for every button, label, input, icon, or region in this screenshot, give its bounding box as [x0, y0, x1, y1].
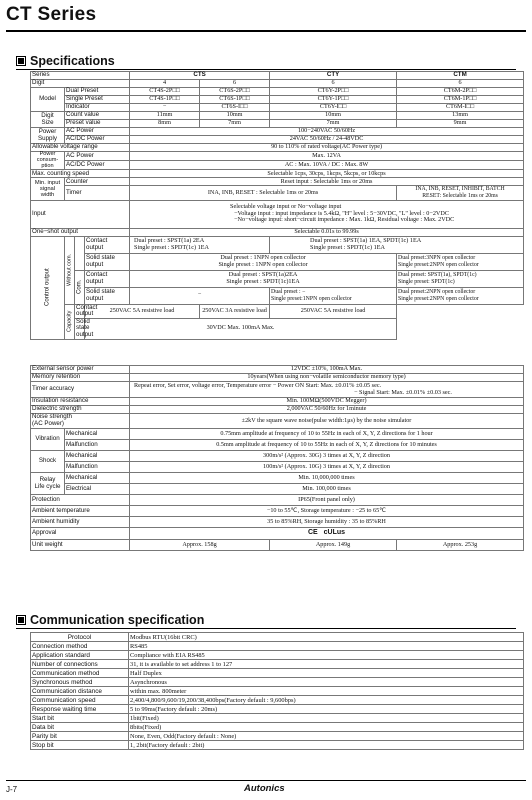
table-row — [31, 732, 524, 741]
ambient-temperature-label: Ambient temperature — [31, 506, 130, 517]
comm-value: 1bit(Fixed) — [129, 714, 524, 723]
cell-line2: Single preset : SPDT(1c)1EA — [226, 277, 300, 285]
comm-label: Communication distance — [31, 687, 129, 696]
contact-output-label-line2: output — [76, 310, 94, 318]
table-row — [31, 236, 524, 253]
table-row — [31, 714, 524, 723]
timer-ctm-line2: RESET: Selectable 1ms or 20ms — [422, 192, 498, 199]
power-supply-label-line1: Power — [38, 127, 57, 135]
table-row — [31, 473, 524, 484]
cell — [130, 200, 524, 228]
communication-rule — [16, 628, 516, 629]
model-label: Model — [31, 88, 65, 112]
comm-value: Modbus RTU(16bit CRC) — [129, 633, 524, 642]
cell: 100m/s² (Approx. 10G) 3 times at X, Y, Z direction — [130, 462, 524, 473]
title-divider — [6, 30, 526, 32]
table-row — [31, 723, 524, 732]
cell: 250VAC 5A resistive load — [270, 304, 397, 318]
comm-label: Communication method — [31, 669, 129, 678]
cell: 7mm — [200, 120, 270, 128]
power-supply-label-line2: Supply — [38, 134, 57, 142]
cell — [397, 270, 524, 287]
approval-label: Approval — [31, 528, 130, 540]
acdc-power-label: AC/DC Power — [65, 136, 130, 144]
cell — [130, 253, 397, 270]
cell-line2: Single preset: SPDT(1c) — [398, 278, 455, 285]
cell: CT6M-I□□ — [397, 104, 524, 112]
square-bullet-icon — [16, 56, 26, 66]
cell: Approx. 149g — [270, 540, 397, 551]
table-row — [31, 414, 524, 429]
timer-label: Timer — [65, 186, 130, 200]
contact-output-label — [75, 303, 98, 318]
specifications-heading-text: Specifications — [30, 54, 115, 68]
comm-value: within max. 800meter — [129, 687, 524, 696]
shock-label: Shock — [31, 451, 65, 473]
table-row — [31, 152, 524, 161]
comm-label: Communication speed — [31, 696, 129, 705]
cell: −10 to 55℃, Storage temperature : −25 to 65℃ — [130, 506, 524, 517]
table-row — [31, 304, 524, 318]
comm-value: 1, 2bit(Factory default : 2bit) — [129, 741, 524, 750]
ce-mark-icon: CE — [307, 529, 318, 537]
comm-value: 31, it is available to set address 1 to 127 — [129, 660, 524, 669]
solid-state-label-line1: Solid state — [86, 253, 115, 261]
table-row — [31, 660, 524, 669]
cell: 13mm — [397, 112, 524, 120]
digit-size-label-line1: Digit — [41, 111, 54, 119]
cell: CT6S-1P□□ — [200, 96, 270, 104]
cell-line1: Dual preset : SPST(1a) 2EA — [134, 236, 205, 244]
comm-label: Synchronous method — [31, 678, 129, 687]
ctm-header: CTM — [397, 72, 524, 80]
single-preset-label: Single Preset — [65, 96, 130, 104]
contact-output-label-line1: Contact — [86, 236, 108, 244]
ambient-humidity-label: Ambient humidity — [31, 517, 130, 528]
cell: AC : Max. 10VA / DC : Max. 8W — [130, 161, 524, 170]
spacer — [75, 236, 85, 270]
power-consumption-label-line1: Power — [39, 151, 56, 157]
table-row — [31, 687, 524, 696]
specifications-table — [30, 71, 524, 340]
cell-line1: Dual preset : − — [271, 288, 306, 295]
cell: − — [130, 287, 270, 304]
solid-state-label-line2: output — [76, 330, 94, 338]
table-row — [31, 429, 524, 440]
external-sensor-label: External sensor power — [31, 366, 130, 374]
cell: 6 — [270, 80, 397, 88]
cell: 7mm — [270, 120, 397, 128]
cell: 100−240VAC 50/60Hz — [130, 128, 524, 136]
cell: 30VDC Max. 100mA Max. — [85, 318, 397, 339]
specifications-table-continued — [30, 365, 524, 551]
cell — [270, 287, 397, 304]
communication-heading — [16, 613, 204, 627]
cell: Approx. 253g — [397, 540, 524, 551]
timer-accuracy-label: Timer accuracy — [31, 382, 130, 398]
table-row — [31, 374, 524, 382]
cell: 300m/s² (Approx. 30G) 3 times at X, Y, Z direction — [130, 451, 524, 462]
comm-value: Asynchronous — [129, 678, 524, 687]
digit-label: Digit — [31, 80, 130, 88]
comm-value: RS485 — [129, 642, 524, 651]
cell-line2: Single preset : SPDT(1c) 1EA — [310, 243, 385, 251]
cell: − — [130, 104, 200, 112]
table-row — [31, 72, 524, 80]
comm-label: Application standard — [31, 651, 129, 660]
min-input-label-line2: signal — [39, 185, 56, 192]
indicator-label: Indicator — [65, 104, 130, 112]
mechanical-label: Mechanical — [65, 473, 130, 484]
table-row — [31, 253, 524, 270]
cell: CT4S-2P□□ — [130, 88, 200, 96]
power-consumption-label-line3: ption — [41, 162, 54, 169]
cell-line2: Single preset:1NPN open collector — [271, 295, 352, 302]
acdc-power-label: AC/DC Power — [65, 161, 130, 170]
table-row — [31, 495, 524, 506]
count-value-label: Count value — [65, 112, 130, 120]
cell: ±2kV the square wave noise(pulse width:1μs) by the noise simulator — [130, 414, 524, 429]
cell: 4 — [130, 80, 200, 88]
allowable-voltage-label: Allowable voltage range — [31, 144, 130, 152]
cell: Min. 100,000 times — [130, 484, 524, 495]
cell: CT6Y-1P□□ — [270, 96, 397, 104]
capacity-label: Capacity — [65, 304, 75, 339]
table-row — [31, 741, 524, 750]
solid-state-label-line1: Solid state — [76, 317, 90, 332]
electrical-label: Electrical — [65, 484, 130, 495]
table-row — [31, 144, 524, 152]
comm-label: Data bit — [31, 723, 129, 732]
cell — [130, 270, 397, 287]
comm-label: Parity bit — [31, 732, 129, 741]
comm-label: Start bit — [31, 714, 129, 723]
table-row — [31, 170, 524, 178]
cul-us-mark-icon: cULus — [323, 529, 346, 537]
contact-output-label-line2: output — [86, 277, 104, 285]
min-input-label-line3: width — [40, 191, 55, 198]
power-consumption-label-line2: consum- — [36, 156, 59, 163]
comm-label: Response waiting time — [31, 705, 129, 714]
cell: 6 — [200, 80, 270, 88]
cell: Max. 12VA — [130, 152, 524, 161]
vibration-label: Vibration — [31, 429, 65, 451]
table-row — [31, 651, 524, 660]
comm-label: Number of connections — [31, 660, 129, 669]
cell: 90 to 110% of rated voltage(AC Power type) — [130, 144, 524, 152]
approval-marks — [130, 528, 524, 540]
table-row — [31, 287, 524, 304]
table-row — [31, 528, 524, 540]
cell-line1: Dual preset : SPST(1a)2EA — [228, 270, 298, 278]
solid-state-output-label — [85, 287, 130, 304]
table-row — [31, 382, 524, 398]
cell-line2: Single preset:2NPN open collector — [398, 295, 479, 302]
dielectric-strength-label: Dielectric strength — [31, 406, 130, 414]
solid-state-label-line2: output — [86, 260, 104, 268]
one-shot-label: One−shot output — [31, 228, 130, 236]
cell: Min. 100MΩ(500VDC Megger) — [130, 398, 524, 406]
cell: 0.75mm amplitude at frequency of 10 to 55Hz in each of X, Y, Z directions for 1 hour — [130, 429, 524, 440]
cell: 10mm — [200, 112, 270, 120]
table-row — [31, 517, 524, 528]
contact-output-label — [85, 236, 130, 253]
table-row — [31, 451, 524, 462]
relay-label-line2: Life cycle — [34, 482, 61, 490]
brand-logo: Autonics — [244, 783, 285, 794]
square-bullet-icon — [16, 615, 26, 625]
comm-value: Compliance with EIA RS485 — [129, 651, 524, 660]
cell-line1: Dual preset : SPST(1a) 1EA, SPDT(1c) 1EA — [310, 236, 422, 244]
table-row — [31, 540, 524, 551]
digit-size-label-line2: Size — [41, 118, 54, 126]
solid-state-output-label — [85, 253, 130, 270]
max-counting-speed-label: Max. counting speed — [31, 170, 130, 178]
cts-header: CTS — [130, 72, 270, 80]
table-row — [31, 678, 524, 687]
without-com-label: Without com. — [65, 236, 75, 304]
comm-value: 2,400/4,800/9,600/19,200/38,400bps(Factory default : 9,600bps) — [129, 696, 524, 705]
cell: CT6Y-I□□ — [270, 104, 397, 112]
cell — [270, 236, 524, 253]
relay-label-line1: Relay — [39, 475, 56, 483]
page-number: J-7 — [6, 785, 18, 794]
series-label: Series — [31, 72, 130, 80]
cell: CT6S-I□□ — [200, 104, 270, 112]
table-row — [31, 484, 524, 495]
cell: 8mm — [130, 120, 200, 128]
contact-output-label — [85, 270, 130, 287]
ac-power-label: AC Power — [65, 128, 130, 136]
relay-life-cycle-label — [31, 473, 65, 495]
cell — [130, 382, 524, 398]
cell-line2: Single preset : SPDT(1c) 1EA — [134, 243, 209, 251]
table-row — [31, 440, 524, 451]
comm-value: 5 to 99ms(Factory default : 20ms) — [129, 705, 524, 714]
table-row — [31, 228, 524, 236]
table-row — [31, 200, 524, 228]
input-line2: −Voltage input : input impedance is 5.4kΩ, "H" level : 5−30VDC, "L" level : 0−2VDC — [234, 209, 449, 217]
cty-header: CTY — [270, 72, 397, 80]
ac-power-label: AC Power — [65, 152, 130, 161]
preset-value-label: Preset value — [65, 120, 130, 128]
cell: 35 to 85%RH, Storage humidity : 35 to 85%RH — [130, 517, 524, 528]
comm-value: Half Duplex — [129, 669, 524, 678]
table-row — [31, 186, 524, 200]
table-row — [31, 696, 524, 705]
timer-accuracy-line1: Repeat error, Set error, voltage error, Temperature error − Power ON Start: Max. ±0.01% ±0.05 sec. — [134, 381, 382, 389]
cell — [397, 186, 524, 200]
malfunction-label: Malfunction — [65, 462, 130, 473]
contact-output-label-line1: Contact — [76, 303, 98, 311]
cell: 2,000VAC 50/60Hz for 1minute — [130, 406, 524, 414]
control-output-label: Control output — [31, 236, 65, 339]
cell-line1: Dual preset: SPST(1a), SPDT(1c) — [398, 271, 477, 278]
table-row — [31, 669, 524, 678]
input-line1: Selectable voltage input or No−voltage input — [230, 203, 342, 211]
cell: 24VAC 50/60Hz / 24-48VDC — [130, 136, 524, 144]
power-consumption-label — [31, 152, 65, 170]
cell: IP65(Front panel only) — [130, 495, 524, 506]
cell: Reset input : Selectable 1ms or 20ms — [130, 178, 524, 186]
counter-label: Counter — [65, 178, 130, 186]
cell: INA, INB, RESET : Selectable 1ms or 20ms — [130, 186, 397, 200]
table-row — [31, 161, 524, 170]
table-row — [31, 120, 524, 128]
cell: CT6M-2P□□ — [397, 88, 524, 96]
cell: 10mm — [270, 112, 397, 120]
protection-label: Protection — [31, 495, 130, 506]
cell-line1: Dual preset : 1NPN open collector — [220, 253, 306, 261]
min-input-label — [31, 178, 65, 200]
comm-label: Stop bit — [31, 741, 129, 750]
cell: CT6S-2P□□ — [200, 88, 270, 96]
timer-ctm-line1: INA, INB, RESET, INHIBIT, BATCH — [415, 186, 505, 193]
com-label: Com. — [75, 270, 85, 304]
table-row — [31, 406, 524, 414]
memory-retention-label: Memory retention — [31, 374, 130, 382]
cell-line2: Single preset:2NPN open collector — [398, 261, 479, 268]
solid-state-output-label — [75, 317, 94, 339]
table-row — [31, 104, 524, 112]
footer-divider — [6, 780, 526, 781]
comm-value: 8bits(Fixed) — [129, 723, 524, 732]
cell-line1: Dual preset:2NPN open collector — [398, 288, 476, 295]
contact-output-label-line2: output — [86, 243, 104, 251]
cell: Approx. 158g — [130, 540, 270, 551]
cell: 0.5mm amplitude at frequency of 10 to 55Hz in each of X, Y, Z directions for 10 minutes — [130, 440, 524, 451]
input-label: Input — [31, 200, 130, 228]
table-row — [31, 398, 524, 406]
digit-size-label — [31, 112, 65, 128]
cell: 250VAC 5A resistive load — [85, 304, 200, 318]
unit-weight-label: Unit weight — [31, 540, 130, 551]
noise-label-line1: Noise strength — [32, 413, 72, 421]
cell: 10years(When using non−volatile semiconductor memory type) — [130, 374, 524, 382]
table-row — [31, 705, 524, 714]
cell: 250VAC 3A resistive load — [200, 304, 270, 318]
mechanical-label: Mechanical — [65, 429, 130, 440]
table-row — [31, 112, 524, 120]
comm-label: Connection method — [31, 642, 129, 651]
table-row — [31, 462, 524, 473]
cell: Min. 10,000,000 times — [130, 473, 524, 484]
solid-state-label-line2: output — [86, 294, 104, 302]
table-row — [31, 270, 524, 287]
comm-value: None, Even, Odd(Factory default : None) — [129, 732, 524, 741]
comm-label: Protocol — [31, 633, 129, 642]
noise-label-line2: (AC Power) — [32, 420, 64, 427]
table-row — [31, 178, 524, 186]
cell: 12VDC ±10%, 100mA Max. — [130, 366, 524, 374]
cell: Selectable 0.01s to 99.99s — [130, 228, 524, 236]
page-title: CT Series — [6, 4, 97, 25]
solid-state-label-line1: Solid state — [86, 287, 115, 295]
communication-heading-text: Communication specification — [30, 613, 205, 627]
malfunction-label: Malfunction — [65, 440, 130, 451]
cell-line2: Single preset : 1NPN open collector — [218, 260, 308, 268]
power-supply-label — [31, 128, 65, 144]
timer-accuracy-line2: − Signal Start: Max. ±0.01% ±0.03 sec. — [354, 388, 452, 396]
cell-line1: Dual preset:3NPN open collector — [398, 254, 476, 261]
cell: Selectable 1cps, 30cps, 1kcps, 5kcps, or 10kcps — [130, 170, 524, 178]
mechanical-label: Mechanical — [65, 451, 130, 462]
cell: CT6Y-2P□□ — [270, 88, 397, 96]
cell — [397, 253, 524, 270]
specifications-heading — [16, 54, 115, 68]
table-row — [31, 642, 524, 651]
specifications-rule — [16, 69, 516, 70]
cell — [397, 287, 524, 304]
contact-output-label-line1: Contact — [86, 270, 108, 278]
input-line3: −No−voltage input: short−circuit impedance : Max. 1kΩ, Residual voltage : Max. 2VDC — [234, 216, 455, 224]
cell: CT6M-1P□□ — [397, 96, 524, 104]
communication-table — [30, 632, 524, 750]
table-row — [31, 506, 524, 517]
cell — [130, 236, 270, 253]
table-row — [31, 633, 524, 642]
noise-strength-label — [31, 414, 130, 429]
table-row — [31, 318, 524, 339]
insulation-resistance-label: Insulation resistance — [31, 398, 130, 406]
dual-preset-label: Dual Preset — [65, 88, 130, 96]
cell: CT4S-1P□□ — [130, 96, 200, 104]
min-input-label-line1: Min. input — [34, 179, 61, 186]
cell: 9mm — [397, 120, 524, 128]
cell: 6 — [397, 80, 524, 88]
cell: 11mm — [130, 112, 200, 120]
